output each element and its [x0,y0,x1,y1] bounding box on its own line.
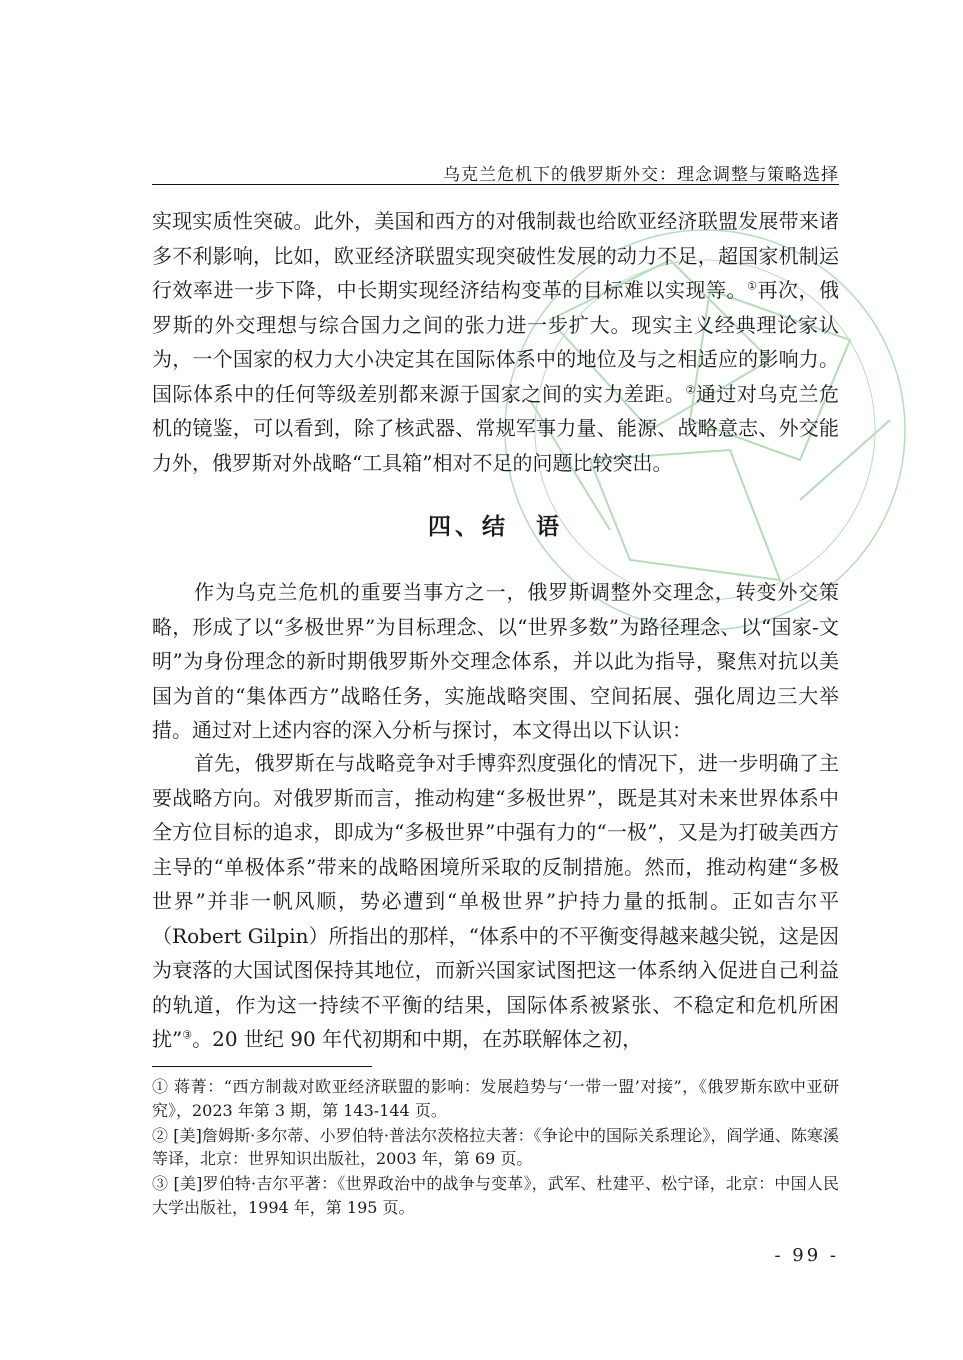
footnote-ref-1[interactable]: ① [747,279,758,293]
footnote-3: ③ [美]罗伯特·吉尔平著：《世界政治中的战争与变革》，武军、杜建平、松宁译，北京：中国人民大学出版社，1994 年，第 195 页。 [152,1174,839,1217]
footnote-ref-3[interactable]: ③ [182,1028,193,1042]
footnote-1: ① 蒋菁：“西方制裁对欧亚经济联盟的影响：发展趋势与‘一带一盟’对接”，《俄罗斯东欧中亚研究》，2023 年第 3 期，第 143-144 页。 [152,1077,839,1120]
running-header: 乌克兰危机下的俄罗斯外交：理念调整与策略选择 [443,165,839,185]
footnote-rule [152,1066,372,1067]
paragraph-first-point: 首先，俄罗斯在与战略竞争对手博弈烈度强化的情况下，进一步明确了主要战略方向。对俄罗斯而言，推动构建“多极世界”，既是其对未来世界体系中全方位目标的追求，即成为“多极世界”中强有力的“一极”，又是为打破美西方主导的“单极体系”带来的战略困境所采取的反制措施。然而，推动构建“多极世界”并非一帆风顺，势必遭到“单极世界”护持力量的抵制。正如吉尔平（Robert Gilpin）所指出的那样，“体系中的不平衡变得越来越尖锐，这是因为衰落的大国试图保持其地位，而新兴国家试图把这一体系纳入促进自己利益的轨道，作为这一持续不平衡的结果，国际体系被紧张、不稳定和危机所困扰”③。20 世纪 90 年代初期和中期，在苏联解体之初， [152,751,839,1051]
paragraph-continued: 实现实质性突破。此外，美国和西方的对俄制裁也给欧亚经济联盟发展带来诸多不利影响，比如，欧亚经济联盟实现突破性发展的动力不足，超国家机制运行效率进一步下降，中长期实现经济结构变革的目标难以实现等。①再次，俄罗斯的外交理想与综合国力之间的张力进一步扩大。现实主义经典理论家认为，一个国家的权力大小决定其在国际体系中的地位及与之相适应的影响力。国际体系中的任何等级差别都来源于国家之间的实力差距。②通过对乌克兰危机的镜鉴，可以看到，除了核武器、常规军事力量、能源、战略意志、外交能力外，俄罗斯对外战略“工具箱”相对不足的问题比较突出。 [152,209,840,475]
footnotes [152,1075,839,1221]
section-heading: 四、结 语 [428,513,563,540]
header-rule [152,184,839,185]
footnote-2: ② [美]詹姆斯·多尔蒂、小罗伯特·普法尔茨格拉夫著：《争论中的国际关系理论》，阎学通、陈寒溪等译，北京：世界知识出版社，2003 年，第 69 页。 [152,1125,839,1168]
paragraph-intro: 作为乌克兰危机的重要当事方之一，俄罗斯调整外交理念，转变外交策略，形成了以“多极世界”为目标理念、以“世界多数”为路径理念、以“国家-文明”为身份理念的新时期俄罗斯外交理念体系，并以此为指导，聚焦对抗以美国为首的“集体西方”战略任务，实施战略突围、空间拓展、强化周边三大举措。通过对上述内容的深入分析与探讨，本文得出以下认识： [152,580,839,742]
footnote-ref-2[interactable]: ② [685,382,696,396]
page-number: - 99 - [774,1245,839,1266]
